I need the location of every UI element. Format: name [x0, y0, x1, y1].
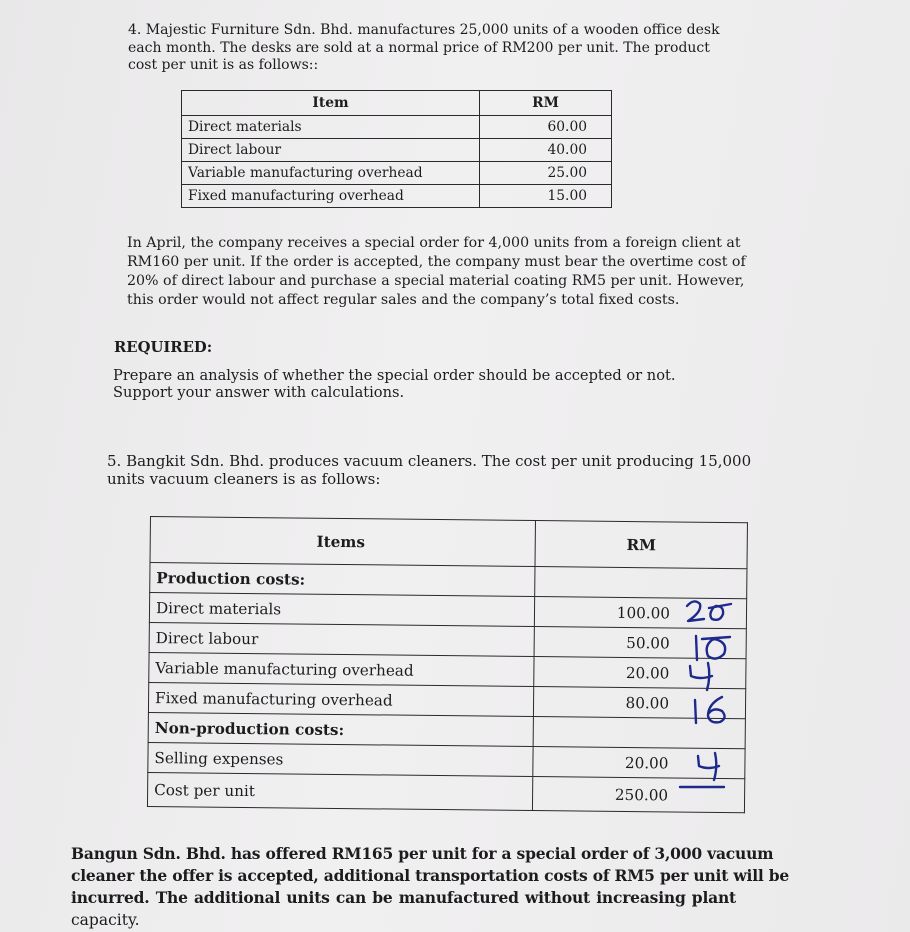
items-header: Items [150, 517, 535, 567]
q5-intro-line: 5. Bangkit Sdn. Bhd. produces vacuum cleaners. The cost per unit producing 15,000 [107, 452, 752, 470]
rm-cell: 25.00 [480, 162, 612, 185]
q5-intro-line: units vacuum cleaners is as follows: [107, 470, 381, 488]
q5-offer [71, 843, 790, 931]
non-production-costs-label: Non-production costs: [148, 712, 533, 746]
item-cell: Fixed manufacturing overhead [182, 185, 480, 208]
q5-intro [107, 452, 751, 488]
table-row [182, 139, 612, 162]
item-cell: Direct materials [149, 593, 534, 627]
q4-intro-line: each month. The desks are sold at a normal price of RM200 per unit. The product [128, 39, 710, 56]
rm-cell: 60.00 [480, 116, 612, 139]
q5-offer-line: capacity. [71, 911, 140, 929]
rm-cell: 80.00 [533, 687, 745, 719]
table-header-row [182, 91, 612, 116]
required-label: REQUIRED: [114, 339, 213, 356]
production-costs-label: Production costs: [150, 563, 535, 597]
q4-intro-line: cost per unit is as follows:: [128, 57, 319, 73]
item-cell: Fixed manufacturing overhead [148, 682, 533, 716]
table-row [182, 185, 612, 208]
item-cell: Selling expenses [148, 742, 533, 776]
item-cell: Direct materials [182, 116, 480, 139]
q4-required-line: Support your answer with calculations. [113, 384, 405, 401]
table-row [147, 772, 744, 812]
rm-header: RM [535, 521, 747, 569]
q4-intro-line: 4. Majestic Furniture Sdn. Bhd. manufactures 25,000 units of a wooden office desk [128, 22, 720, 38]
item-cell: Cost per unit [147, 772, 532, 810]
q5-offer-line: cleaner the offer is accepted, additional transportation costs of RM5 per unit will be [71, 866, 790, 885]
rm-header: RM [480, 91, 612, 116]
rm-cell: 15.00 [480, 185, 612, 208]
rm-cell: 250.00 [532, 777, 744, 813]
item-cell: Variable manufacturing overhead [182, 162, 480, 185]
q4-required-line: Prepare an analysis of whether the special order should be accepted or not. [113, 367, 676, 384]
q5-cost-table [147, 516, 748, 813]
rm-cell: 100.00 [534, 597, 746, 629]
rm-cell: 40.00 [480, 139, 612, 162]
q4-special-order-line: this order would not affect regular sales and the company’s total fixed costs. [127, 292, 680, 308]
q4-special-order [127, 234, 746, 310]
table-row [182, 116, 612, 139]
q5-offer-line: Bangun Sdn. Bhd. has offered RM165 per unit for a special order of 3,000 vacuum [71, 844, 774, 863]
q4-special-order-line: 20% of direct labour and purchase a special material coating RM5 per unit. However, [127, 273, 745, 289]
q4-special-order-line: In April, the company receives a special order for 4,000 units from a foreign client at [127, 235, 741, 251]
rm-cell [535, 567, 747, 599]
rm-cell: 20.00 [534, 657, 746, 689]
q5-offer-line: incurred. The additional units can be manufactured without increasing plant [71, 888, 736, 907]
rm-cell: 50.00 [534, 627, 746, 659]
q4-required [113, 367, 675, 401]
table-row [182, 162, 612, 185]
rm-cell: 20.00 [533, 747, 745, 779]
q4-intro [128, 22, 720, 75]
q4-special-order-line: RM160 per unit. If the order is accepted, the company must bear the overtime cost of [127, 254, 746, 270]
item-header: Item [182, 91, 480, 116]
rm-cell [533, 717, 745, 749]
table-header-row [150, 517, 747, 569]
item-cell: Direct labour [149, 622, 534, 656]
q4-cost-table [181, 90, 612, 208]
item-cell: Direct labour [182, 139, 480, 162]
item-cell: Variable manufacturing overhead [149, 652, 534, 686]
